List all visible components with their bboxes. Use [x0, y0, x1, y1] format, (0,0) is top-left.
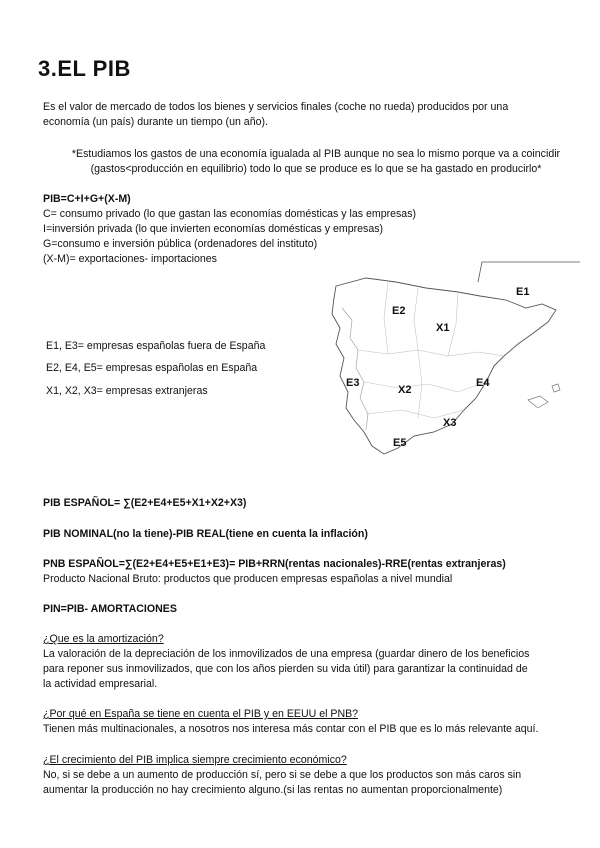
map-label-x3: X3 — [443, 417, 457, 429]
answer-amortizacion-line-2: para reponer sus inmovilizados, que con los años pierden su vida útil) para garantizar la continuidad de — [43, 663, 528, 675]
intro-line-2: economía (un país) durante un tiempo (un año). — [43, 116, 268, 128]
map-label-x1: X1 — [436, 322, 450, 334]
answer-crecimiento-line-1: No, si se debe a un aumento de producción sí, pero si se debe a que los productos son más caros sin — [43, 769, 522, 781]
portugal-border — [342, 308, 368, 430]
formula-line-g: G=consumo e inversión pública (ordenadores del instituto) — [43, 238, 318, 250]
pnb-formula: PNB ESPAÑOL=∑(E2+E4+E5+E1+E3)= PIB+RRN(rentas nacionales)-RRE(rentas extranjeras) — [43, 558, 506, 570]
formula-heading: PIB=C+I+G+(X-M) — [43, 193, 131, 205]
pin-formula: PIN=PIB- AMORTACIONES — [43, 603, 177, 615]
region-line — [358, 350, 504, 356]
region-line — [384, 282, 388, 354]
legend-line-3: X1, X2, X3= empresas extranjeras — [46, 385, 208, 397]
map-label-e3: E3 — [346, 377, 360, 389]
balearic-islands — [552, 384, 560, 392]
answer-amortizacion-line-3: la actividad empresarial. — [43, 678, 158, 690]
region-line — [448, 292, 458, 356]
pib-espanol-formula: PIB ESPAÑOL= ∑(E2+E4+E5+X1+X2+X3) — [43, 497, 247, 509]
note-line-2: (gastos<producción en equilibrio) todo lo que se produce es lo que se ha gastado en producirlo* — [90, 163, 542, 175]
border-line — [478, 262, 580, 282]
formula-line-i: I=inversión privada (lo que invierten economías domésticas y empresas) — [43, 223, 384, 235]
balearic-islands — [528, 396, 548, 408]
formula-line-xm: (X-M)= exportaciones- importaciones — [43, 253, 217, 265]
answer-amortizacion-line-1: La valoración de la depreciación de los inmovilizados de una empresa (guardar dinero de los beneficios — [43, 648, 530, 660]
map-label-e5: E5 — [393, 437, 407, 449]
question-pib-pnb: ¿Por qué en España se tiene en cuenta el PIB y en EEUU el PNB? — [43, 708, 359, 720]
pnb-description: Producto Nacional Bruto: productos que producen empresas españolas a nivel mundial — [43, 573, 453, 585]
legend-line-2: E2, E4, E5= empresas españolas en España — [46, 362, 258, 374]
question-crecimiento: ¿El crecimiento del PIB implica siempre crecimiento económico? — [43, 754, 347, 766]
map-label-e1: E1 — [516, 286, 530, 298]
region-line — [364, 382, 486, 392]
answer-pib-pnb-line-1: Tienen más multinacionales, a nosotros nos interesa más contar con el PIB que es lo más relevante aquí. — [43, 723, 539, 735]
map-label-e2: E2 — [392, 305, 406, 317]
formula-line-c: C= consumo privado (lo que gastan las economías domésticas y las empresas) — [43, 208, 417, 220]
intro-line-1: Es el valor de mercado de todos los bienes y servicios finales (coche no rueda) producidos por una — [43, 101, 509, 113]
iberian-peninsula-map — [318, 258, 580, 468]
question-amortizacion: ¿Que es la amortización? — [43, 633, 164, 645]
note-line-1: *Estudiamos los gastos de una economía igualada al PIB aunque no sea lo mismo porque va a coincidir — [71, 148, 561, 160]
answer-crecimiento-line-2: aumentar la producción no hay crecimiento alguno.(si las rentas no aumentan proporcionalmente) — [43, 784, 503, 796]
map-label-e4: E4 — [476, 377, 490, 389]
region-line — [414, 288, 422, 418]
map-label-x2: X2 — [398, 384, 412, 396]
pib-nominal-line: PIB NOMINAL(no la tiene)-PIB REAL(tiene en cuenta la inflación) — [43, 528, 368, 540]
page-title: 3.EL PIB — [38, 56, 131, 81]
legend-line-1: E1, E3= empresas españolas fuera de España — [46, 340, 266, 352]
